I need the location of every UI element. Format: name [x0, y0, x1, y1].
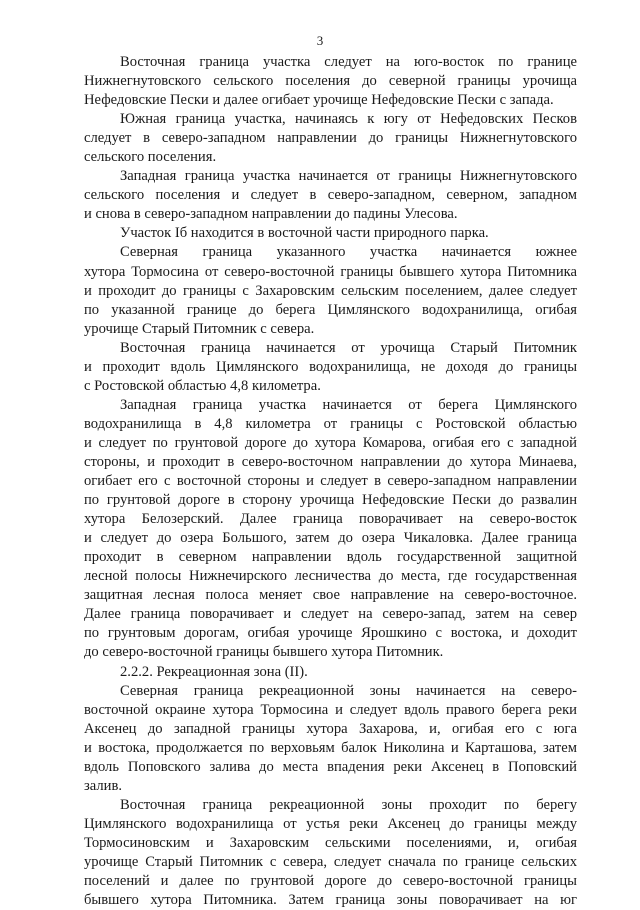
- text-line: проходит в северном направлении вдоль государственной защитной: [84, 549, 577, 566]
- paragraph: [84, 167, 577, 224]
- text-line: бывшего хутора Питомника. Затем граница зоны поворачивает на юг: [84, 892, 577, 909]
- text-line: Северная граница рекреационной зоны начинается на северо-: [120, 682, 577, 699]
- paragraph: [84, 53, 577, 110]
- text-line: вдоль Поповского залива до места впадения реки Аксенец в Поповский: [84, 758, 577, 775]
- text-line: и проходит вдоль Цимлянского водохранилища, не доходя до границы: [84, 358, 577, 375]
- text-line: и востока, продолжается по верховьям балок Николина и Карташова, затем: [84, 739, 577, 756]
- text-line: поселений и далее по грунтовой дороге до северо-восточной границы: [84, 873, 577, 890]
- text-line: сельского поселения и следует в северо-западном, северном, западном: [84, 187, 577, 204]
- text-line: защитная лесная полоса меняет свое направление на северо-восточное.: [84, 587, 577, 604]
- page-number: 3: [316, 33, 324, 48]
- text-line: и снова в северо-западном направлении до падины Улесова.: [84, 206, 458, 223]
- paragraph: [84, 396, 577, 663]
- text-line: Нефедовские Пески и далее огибает урочище Нефедовские Пески с запада.: [84, 92, 554, 109]
- paragraph: [84, 663, 577, 682]
- text-line: Западная граница участка начинается от берега Цимлянского: [120, 396, 577, 413]
- text-line: следует в северо-западном направлении до границы Нижнегнутовского: [84, 130, 577, 147]
- text-line: сельского поселения.: [84, 149, 217, 166]
- text-line: Нижнегнутовского сельского поселения до северной границы урочища: [84, 73, 577, 90]
- text-line: восточной окраине хутора Тормосина и следует вдоль правого берега реки: [84, 701, 577, 718]
- text-line: Восточная граница участка следует на юго-восток по границе: [120, 54, 577, 70]
- text-line: Восточная граница рекреационной зоны проходит по берегу: [120, 796, 577, 813]
- text-line: по грунтовым дорогам, огибая урочище Ярошкино с востока, и доходит: [84, 625, 577, 642]
- text-line: огибает его с восточной стороны и следует в северо-западном направлении: [84, 473, 577, 490]
- document-body: [84, 53, 577, 910]
- text-line: 2.2.2. Рекреационная зона (II).: [120, 663, 308, 680]
- text-line: Тормосиновским и Захаровским сельскими поселениями, и, огибая: [84, 834, 577, 851]
- paragraph: [84, 682, 577, 796]
- text-line: Участок Iб находится в восточной части природного парка.: [120, 225, 489, 242]
- paragraph: [84, 796, 577, 910]
- text-line: водохранилища в 4,8 километра от границы с Ростовской областью: [84, 415, 577, 432]
- text-line: и следует по грунтовой дороге до хутора Комарова, огибая его с западной: [84, 434, 577, 451]
- text-line: Аксенец до западной границы хутора Захарова, и, огибая его с юга: [84, 720, 577, 737]
- text-line: стороны, и проходит в северо-восточном направлении до хутора Минаева,: [84, 453, 577, 470]
- text-line: хутора Белозерский. Далее граница поворачивает на северо-восток: [84, 511, 577, 528]
- paragraph: [84, 224, 577, 243]
- text-line: по грунтовой дороге в сторону урочища Нефедовские Пески до развалин: [84, 492, 577, 509]
- text-line: и проходит до границы с Захаровским сельским поселением, далее следует: [84, 282, 577, 299]
- text-line: Западная граница участка начинается от границы Нижнегнутовского: [120, 168, 577, 185]
- text-line: урочище Старый Питомник с севера.: [84, 320, 315, 337]
- text-line: Цимлянского водохранилища от устья реки Аксенец до границы между: [84, 815, 577, 832]
- text-line: по указанной границе до берега Цимлянского водохранилища, огибая: [84, 301, 577, 318]
- paragraph: [84, 110, 577, 167]
- text-line: Далее граница поворачивает и следует на северо-запад, затем на север: [84, 606, 577, 623]
- paragraph: [84, 339, 577, 396]
- text-line: лесной полосы Нижнечирского лесничества до места, где государственная: [84, 568, 577, 585]
- text-line: хутора Тормосина от северо-восточной границы бывшего хутора Питомника: [84, 263, 577, 280]
- text-line: Южная граница участка, начинаясь к югу от Нефедовских Песков: [120, 111, 577, 128]
- text-line: Восточная граница начинается от урочища Старый Питомник: [120, 339, 577, 356]
- text-line: залив.: [84, 777, 123, 794]
- text-line: урочище Старый Питомник с севера, следует сначала по границе сельских: [84, 853, 577, 870]
- paragraph: [84, 243, 577, 338]
- text-line: с Ростовской областью 4,8 километра.: [84, 377, 321, 394]
- text-line: Северная граница указанного участка начинается южнее: [120, 244, 577, 261]
- text-line: до северо-восточной границы бывшего хутора Питомник.: [84, 644, 444, 661]
- text-line: и следует до озера Большого, затем до озера Чикаловка. Далее граница: [84, 530, 577, 547]
